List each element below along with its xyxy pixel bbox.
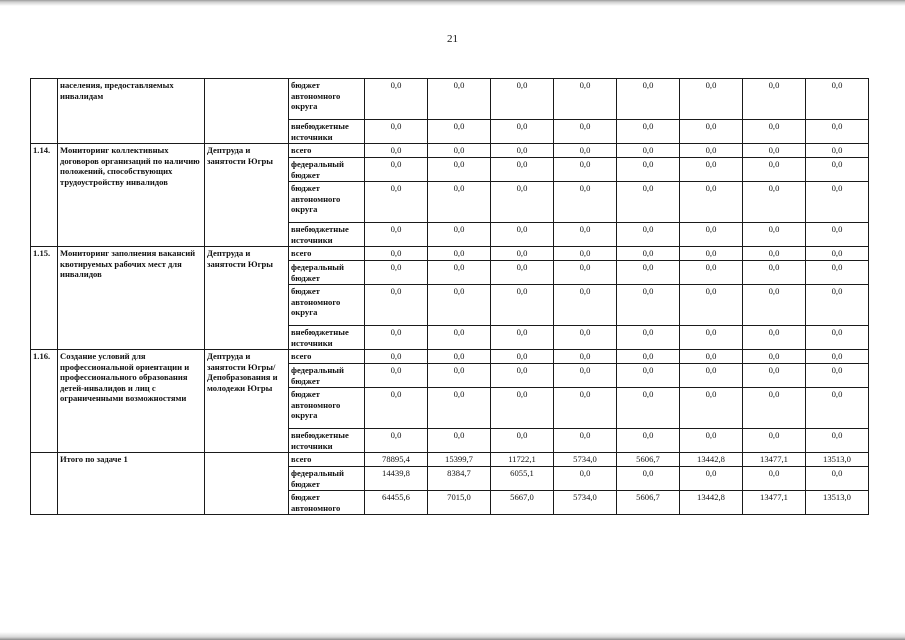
amount-cell: 0,0 bbox=[491, 364, 554, 388]
amount-cell: 0,0 bbox=[365, 158, 428, 182]
amount-cell: 0,0 bbox=[428, 261, 491, 285]
table-body bbox=[31, 79, 869, 515]
item-executor: Дептруда и занятости Югры/Депобразования и молодежи Югры bbox=[205, 350, 289, 453]
amount-cell: 0,0 bbox=[743, 182, 806, 223]
item-code bbox=[31, 79, 58, 144]
amount-cell: 0,0 bbox=[554, 467, 617, 491]
amount-cell: 0,0 bbox=[617, 144, 680, 158]
amount-cell: 0,0 bbox=[680, 79, 743, 120]
amount-cell: 0,0 bbox=[806, 388, 869, 429]
amount-cell: 0,0 bbox=[680, 364, 743, 388]
amount-cell: 0,0 bbox=[428, 144, 491, 158]
amount-cell: 0,0 bbox=[554, 79, 617, 120]
amount-cell: 5606,7 bbox=[617, 453, 680, 467]
amount-cell: 0,0 bbox=[617, 158, 680, 182]
item-name: Итого по задаче 1 bbox=[58, 453, 205, 515]
amount-cell: 0,0 bbox=[806, 285, 869, 326]
amount-cell: 0,0 bbox=[365, 350, 428, 364]
funding-source: бюджет автономного округа bbox=[289, 388, 365, 429]
amount-cell: 5734,0 bbox=[554, 491, 617, 515]
amount-cell: 0,0 bbox=[617, 223, 680, 247]
amount-cell: 0,0 bbox=[554, 223, 617, 247]
amount-cell: 15399,7 bbox=[428, 453, 491, 467]
item-name: Мониторинг заполнения вакансий квотируемых рабочих мест для инвалидов bbox=[58, 247, 205, 350]
amount-cell: 0,0 bbox=[491, 182, 554, 223]
amount-cell: 0,0 bbox=[617, 364, 680, 388]
amount-cell: 0,0 bbox=[806, 350, 869, 364]
amount-cell: 0,0 bbox=[806, 261, 869, 285]
amount-cell: 0,0 bbox=[743, 247, 806, 261]
amount-cell: 0,0 bbox=[743, 350, 806, 364]
amount-cell: 0,0 bbox=[806, 247, 869, 261]
amount-cell: 0,0 bbox=[428, 388, 491, 429]
amount-cell: 0,0 bbox=[743, 364, 806, 388]
amount-cell: 0,0 bbox=[428, 350, 491, 364]
amount-cell: 0,0 bbox=[491, 79, 554, 120]
amount-cell: 13477,1 bbox=[743, 453, 806, 467]
amount-cell: 0,0 bbox=[680, 158, 743, 182]
amount-cell: 0,0 bbox=[680, 350, 743, 364]
amount-cell: 0,0 bbox=[491, 144, 554, 158]
amount-cell: 0,0 bbox=[554, 120, 617, 144]
amount-cell: 5606,7 bbox=[617, 491, 680, 515]
amount-cell: 0,0 bbox=[743, 158, 806, 182]
amount-cell: 5734,0 bbox=[554, 453, 617, 467]
amount-cell: 13442,8 bbox=[680, 491, 743, 515]
amount-cell: 0,0 bbox=[680, 120, 743, 144]
amount-cell: 0,0 bbox=[617, 350, 680, 364]
item-executor: Дептруда и занятости Югры bbox=[205, 144, 289, 247]
amount-cell: 0,0 bbox=[743, 79, 806, 120]
amount-cell: 0,0 bbox=[743, 388, 806, 429]
table-row bbox=[31, 79, 869, 120]
funding-source: федеральный бюджет bbox=[289, 158, 365, 182]
amount-cell: 0,0 bbox=[428, 285, 491, 326]
table-row bbox=[31, 247, 869, 261]
amount-cell: 0,0 bbox=[365, 285, 428, 326]
funding-source: внебюджетные источники bbox=[289, 120, 365, 144]
funding-source: всего bbox=[289, 350, 365, 364]
amount-cell: 0,0 bbox=[554, 247, 617, 261]
amount-cell: 0,0 bbox=[743, 120, 806, 144]
amount-cell: 0,0 bbox=[617, 79, 680, 120]
amount-cell: 0,0 bbox=[365, 79, 428, 120]
amount-cell: 0,0 bbox=[554, 261, 617, 285]
amount-cell: 13513,0 bbox=[806, 453, 869, 467]
budget-table bbox=[30, 78, 869, 515]
item-name: Мониторинг коллективных договоров организаций по наличию положений, способствующих трудоустройству инвалидов bbox=[58, 144, 205, 247]
amount-cell: 0,0 bbox=[806, 120, 869, 144]
amount-cell: 0,0 bbox=[806, 182, 869, 223]
amount-cell: 0,0 bbox=[491, 388, 554, 429]
amount-cell: 0,0 bbox=[743, 223, 806, 247]
scan-edge-top bbox=[0, 0, 905, 6]
amount-cell: 0,0 bbox=[365, 364, 428, 388]
amount-cell: 0,0 bbox=[365, 182, 428, 223]
amount-cell: 8384,7 bbox=[428, 467, 491, 491]
amount-cell: 0,0 bbox=[365, 326, 428, 350]
amount-cell: 0,0 bbox=[680, 326, 743, 350]
amount-cell: 78895,4 bbox=[365, 453, 428, 467]
item-code: 1.14. bbox=[31, 144, 58, 247]
amount-cell: 0,0 bbox=[365, 144, 428, 158]
amount-cell: 0,0 bbox=[806, 158, 869, 182]
funding-source: бюджет автономного округа bbox=[289, 285, 365, 326]
funding-source: федеральный бюджет bbox=[289, 364, 365, 388]
amount-cell: 0,0 bbox=[554, 182, 617, 223]
item-executor bbox=[205, 453, 289, 515]
amount-cell: 14439,8 bbox=[365, 467, 428, 491]
item-code: 1.15. bbox=[31, 247, 58, 350]
amount-cell: 0,0 bbox=[680, 261, 743, 285]
amount-cell: 0,0 bbox=[806, 79, 869, 120]
amount-cell: 0,0 bbox=[428, 247, 491, 261]
amount-cell: 0,0 bbox=[617, 388, 680, 429]
amount-cell: 0,0 bbox=[743, 144, 806, 158]
amount-cell: 0,0 bbox=[617, 467, 680, 491]
funding-source: внебюджетные источники bbox=[289, 223, 365, 247]
amount-cell: 0,0 bbox=[491, 350, 554, 364]
amount-cell: 0,0 bbox=[428, 223, 491, 247]
amount-cell: 0,0 bbox=[680, 285, 743, 326]
amount-cell: 0,0 bbox=[806, 144, 869, 158]
amount-cell: 13442,8 bbox=[680, 453, 743, 467]
item-executor bbox=[205, 79, 289, 144]
amount-cell: 0,0 bbox=[365, 223, 428, 247]
funding-source: федеральный бюджет bbox=[289, 467, 365, 491]
amount-cell: 0,0 bbox=[554, 326, 617, 350]
amount-cell: 13477,1 bbox=[743, 491, 806, 515]
funding-source: всего bbox=[289, 144, 365, 158]
amount-cell: 0,0 bbox=[554, 285, 617, 326]
funding-source: внебюджетные источники bbox=[289, 429, 365, 453]
table-row bbox=[31, 453, 869, 467]
amount-cell: 0,0 bbox=[743, 285, 806, 326]
amount-cell: 0,0 bbox=[428, 158, 491, 182]
amount-cell: 0,0 bbox=[743, 429, 806, 453]
amount-cell: 0,0 bbox=[806, 364, 869, 388]
amount-cell: 0,0 bbox=[428, 364, 491, 388]
amount-cell: 11722,1 bbox=[491, 453, 554, 467]
amount-cell: 0,0 bbox=[365, 388, 428, 429]
amount-cell: 0,0 bbox=[554, 158, 617, 182]
funding-source: внебюджетные источники bbox=[289, 326, 365, 350]
amount-cell: 0,0 bbox=[554, 388, 617, 429]
funding-source: всего bbox=[289, 453, 365, 467]
amount-cell: 0,0 bbox=[680, 467, 743, 491]
amount-cell: 5667,0 bbox=[491, 491, 554, 515]
amount-cell: 7015,0 bbox=[428, 491, 491, 515]
amount-cell: 0,0 bbox=[428, 120, 491, 144]
item-name: населения, предоставляемых инвалидам bbox=[58, 79, 205, 144]
item-name: Создание условий для профессиональной ориентации и профессионального образования детей-инвалидов и лиц с ограниченными возможностями bbox=[58, 350, 205, 453]
amount-cell: 0,0 bbox=[617, 261, 680, 285]
amount-cell: 0,0 bbox=[554, 429, 617, 453]
amount-cell: 0,0 bbox=[617, 182, 680, 223]
item-code bbox=[31, 453, 58, 515]
amount-cell: 0,0 bbox=[365, 261, 428, 285]
scan-edge-bottom bbox=[0, 632, 905, 640]
funding-source: федеральный бюджет bbox=[289, 261, 365, 285]
amount-cell: 0,0 bbox=[806, 223, 869, 247]
amount-cell: 0,0 bbox=[428, 429, 491, 453]
amount-cell: 13513,0 bbox=[806, 491, 869, 515]
table-row bbox=[31, 350, 869, 364]
amount-cell: 0,0 bbox=[491, 158, 554, 182]
amount-cell: 0,0 bbox=[491, 247, 554, 261]
amount-cell: 0,0 bbox=[617, 326, 680, 350]
amount-cell: 0,0 bbox=[491, 223, 554, 247]
funding-source: всего bbox=[289, 247, 365, 261]
amount-cell: 0,0 bbox=[617, 429, 680, 453]
item-executor: Дептруда и занятости Югры bbox=[205, 247, 289, 350]
amount-cell: 0,0 bbox=[617, 120, 680, 144]
amount-cell: 0,0 bbox=[806, 429, 869, 453]
amount-cell: 0,0 bbox=[428, 79, 491, 120]
amount-cell: 0,0 bbox=[806, 467, 869, 491]
amount-cell: 0,0 bbox=[617, 285, 680, 326]
amount-cell: 0,0 bbox=[743, 467, 806, 491]
item-code: 1.16. bbox=[31, 350, 58, 453]
amount-cell: 0,0 bbox=[365, 120, 428, 144]
amount-cell: 6055,1 bbox=[491, 467, 554, 491]
amount-cell: 0,0 bbox=[680, 144, 743, 158]
amount-cell: 0,0 bbox=[680, 429, 743, 453]
amount-cell: 0,0 bbox=[680, 247, 743, 261]
funding-source: бюджет автономного округа bbox=[289, 79, 365, 120]
amount-cell: 0,0 bbox=[554, 364, 617, 388]
amount-cell: 64455,6 bbox=[365, 491, 428, 515]
page-number: 21 bbox=[447, 33, 458, 45]
table-row bbox=[31, 144, 869, 158]
funding-source: бюджет автономного bbox=[289, 491, 365, 515]
funding-source: бюджет автономного округа bbox=[289, 182, 365, 223]
amount-cell: 0,0 bbox=[617, 247, 680, 261]
amount-cell: 0,0 bbox=[491, 261, 554, 285]
amount-cell: 0,0 bbox=[365, 429, 428, 453]
amount-cell: 0,0 bbox=[680, 223, 743, 247]
amount-cell: 0,0 bbox=[680, 388, 743, 429]
amount-cell: 0,0 bbox=[743, 261, 806, 285]
amount-cell: 0,0 bbox=[806, 326, 869, 350]
amount-cell: 0,0 bbox=[554, 350, 617, 364]
amount-cell: 0,0 bbox=[365, 247, 428, 261]
amount-cell: 0,0 bbox=[680, 182, 743, 223]
amount-cell: 0,0 bbox=[554, 144, 617, 158]
amount-cell: 0,0 bbox=[491, 285, 554, 326]
amount-cell: 0,0 bbox=[491, 326, 554, 350]
amount-cell: 0,0 bbox=[743, 326, 806, 350]
amount-cell: 0,0 bbox=[428, 326, 491, 350]
amount-cell: 0,0 bbox=[491, 429, 554, 453]
amount-cell: 0,0 bbox=[428, 182, 491, 223]
amount-cell: 0,0 bbox=[491, 120, 554, 144]
